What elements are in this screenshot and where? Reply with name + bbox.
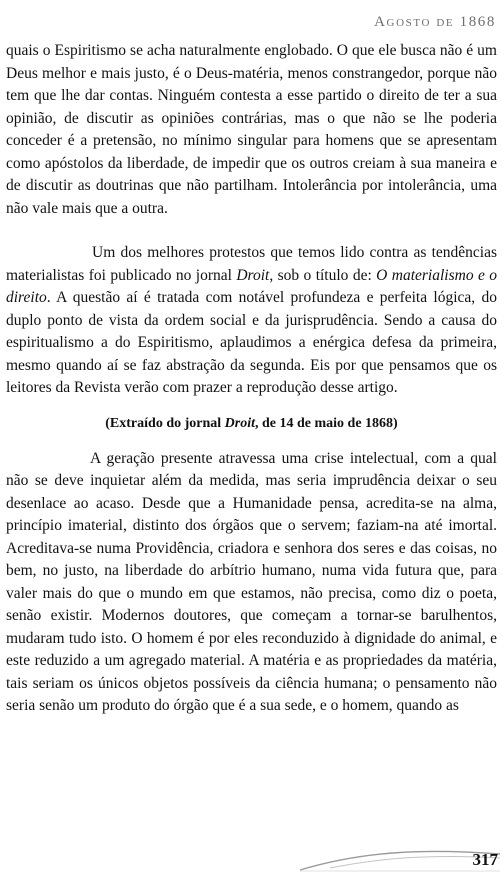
source-journal: Droit	[224, 415, 255, 431]
article-title: O materialismo e o direito	[6, 266, 497, 306]
paragraph-spacer	[6, 220, 497, 242]
source-citation	[6, 414, 497, 434]
running-header: Agosto de 1868	[374, 14, 496, 30]
paragraph-3: A geração presente atravessa uma crise intelectual, com a qual não se deve inquietar além da medida, mas seria imprudência deixar o seu desenlace ao acaso. Desde que a Humanidade pensa, acredita-se na alma, princípio imaterial, distinto dos órgãos que o servem; faziam-na até imortal. Acreditava-se numa Providência, criadora e senhora dos seres e das coisas, no bem, no justo, na liberdade do arbítrio humano, numa vida futura que, para valer mais do que o mundo em que estamos, não precisa, como diz o poeta, senão existir. Modernos doutores, que começam a tornar-se barulhentos, mudaram tudo isto. O homem é por eles reconduzido à dignidade do animal, e este reduzido a um agregado material. A matéria e as propriedades da matéria, tais seriam os únicos objetos possíveis da ciência humana; o pensamento não seria senão um produto do órgão que é a sua sede, e o homem, quando as	[6, 449, 497, 714]
page-content	[6, 40, 497, 718]
footer-swoosh-ornament	[0, 840, 503, 884]
source-suffix: , de 14 de maio de 1868)	[255, 415, 398, 431]
page-number: 317	[472, 850, 498, 869]
page-footer	[0, 840, 503, 884]
paragraph-2-text-c: . A questão aí é tratada com notável profundeza e perfeita lógica, do duplo ponto de vista da ordem social e da jurisprudência. Sendo a causa do espiritualismo a do Espiritismo, aplaudimos a enérgica defesa da primeira, mesmo quando aí se faz abstração da segunda. Eis por que pensamos que os leitores da Revista verão com prazer a reprodução desse artigo.	[6, 289, 497, 396]
paragraph-2-text-a: Um dos melhores protestos que temos lido contra as tendências materialistas foi publicado no jornal	[6, 244, 497, 284]
paragraph-2	[6, 242, 497, 400]
journal-name-droit: Droit	[236, 266, 270, 284]
source-prefix: (Extraído do jornal	[105, 415, 225, 431]
paragraph-1: quais o Espiritismo se acha naturalmente englobado. O que ele busca não é um Deus melhor e mais justo, é o Deus-matéria, menos constrangedor, porque não tem que lhe dar contas. Ninguém contesta a esse partido o direito de ter a sua opinião, de discutir as opiniões contrárias, mas o que não se lhe poderia conceder é a pretensão, no mínimo singular para homens que se apresentam como apóstolos da liberdade, de impedir que os outros creiam à sua maneira e de discutir as doutrinas que não partilham. Intolerância por intolerância, uma não vale mais que a outra.	[6, 42, 497, 217]
paragraph-2-text-b: , sob o título de:	[269, 266, 377, 284]
